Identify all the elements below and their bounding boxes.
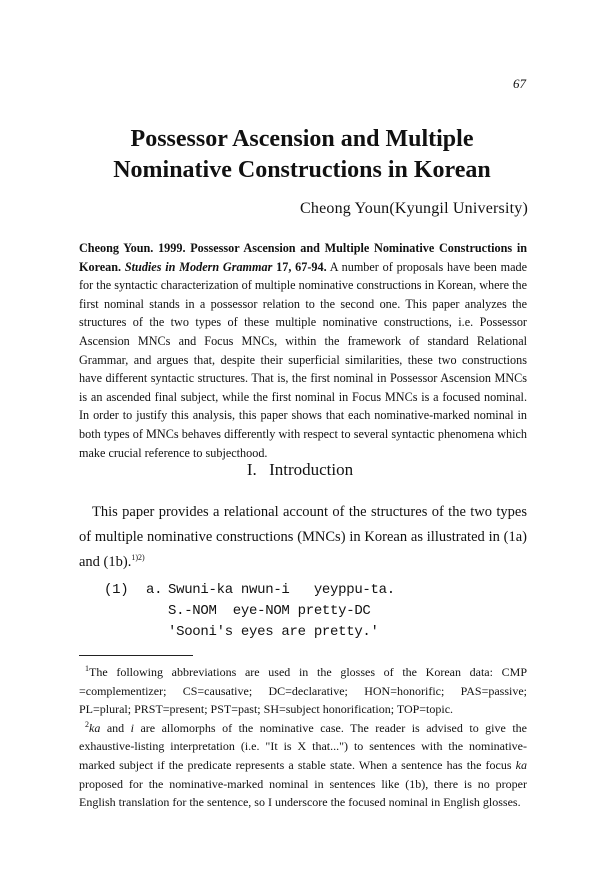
abstract-journal: Studies in Modern Grammar: [124, 259, 273, 274]
abstract-citation-head: Cheong Youn. 1999. Possessor Ascension and Multiple Nominative Constructions in Korean.: [79, 241, 527, 274]
footnote-2: [79, 719, 527, 812]
footnote-2-and: and: [100, 720, 131, 735]
footnote-2-text-b: proposed for the nominative-marked nominal in sentences like (1b), there is no proper English translation for the sentence, so I underscore the focused nominal in English glosses.: [79, 776, 527, 810]
section-number: I.: [246, 460, 257, 479]
example-gloss: S.-NOM eye-NOM pretty-DC: [168, 603, 371, 619]
page-number: 67: [513, 76, 526, 91]
example-1a: [104, 580, 395, 643]
example-number: (1): [104, 582, 129, 598]
footnotes: [79, 663, 527, 812]
footnote-2-ka-focus: ka: [515, 757, 527, 772]
intro-text: This paper provides a relational account of the structures of the two types of multiple nominative constructions (MNCs) in Korean as illustrated in (1a) and (1b).: [79, 504, 527, 570]
footnote-refs: 1)2): [131, 553, 145, 563]
footnote-1-text: The following abbreviations are used in the glosses of the Korean data: CMP =complementizer; CS=causative; DC=declarative; HON=honorific; PAS=passive; PL=plural; PRST=present; PST=past; SH=subject honorification; TOP=topic.: [79, 665, 527, 717]
footnote-2-i: i: [130, 720, 134, 735]
footnote-2-mark: 2: [85, 719, 89, 729]
author-affiliation: Cheong Youn(Kyungil University): [300, 200, 528, 217]
footnote-separator: [79, 655, 193, 656]
footnote-2-ka: ka: [89, 720, 101, 735]
footnote-2-text-a: are allomorphs of the nominative case. The reader is advised to give the exhaustive-listing interpretation (i.e. "It is X that...") to sentences with the nominative-marked subject if the predicate represents a stable state. When a sentence has the focus: [79, 720, 527, 772]
title-line-1: Possessor Ascension and Multiple: [130, 126, 474, 152]
intro-paragraph: [79, 500, 527, 575]
example-letter: a.: [146, 582, 163, 598]
footnote-1-mark: 1: [85, 664, 89, 673]
footnote-1: [79, 663, 527, 719]
section-heading: [0, 460, 600, 480]
example-korean: Swuni-ka nwun-i yeyppu-ta.: [168, 582, 395, 598]
abstract: [79, 239, 527, 462]
section-title: Introduction: [269, 460, 354, 479]
title-line-2: Nominative Constructions in Korean: [113, 157, 491, 183]
paper-title: [70, 124, 534, 186]
abstract-body: A number of proposals have been made for the syntactic characterization of multiple nominative constructions in Korean, where the first nominal stands in a possessor relation to the second one. This paper analyzes the structures of the two types of these multiple nominative constructions, i.e. Possessor Ascension MNCs and Focus MNCs, within the framework of standard Relational Grammar, and argues that, despite their superficial similarities, these two constructions have different syntactic structures. That is, the first nominal in Possessor Ascension MNCs is an ascended final subject, while the first nominal in Focus MNCs is a focused nominal. In order to justify this analysis, this paper shows that each nominative-marked nominal in both types of MNCs behaves differently with respect to several syntactic phenomena which make crucial reference to subjecthood.: [79, 259, 528, 460]
abstract-volume-pages: 17, 67-94.: [276, 259, 327, 274]
example-translation: 'Sooni's eyes are pretty.': [168, 624, 379, 640]
